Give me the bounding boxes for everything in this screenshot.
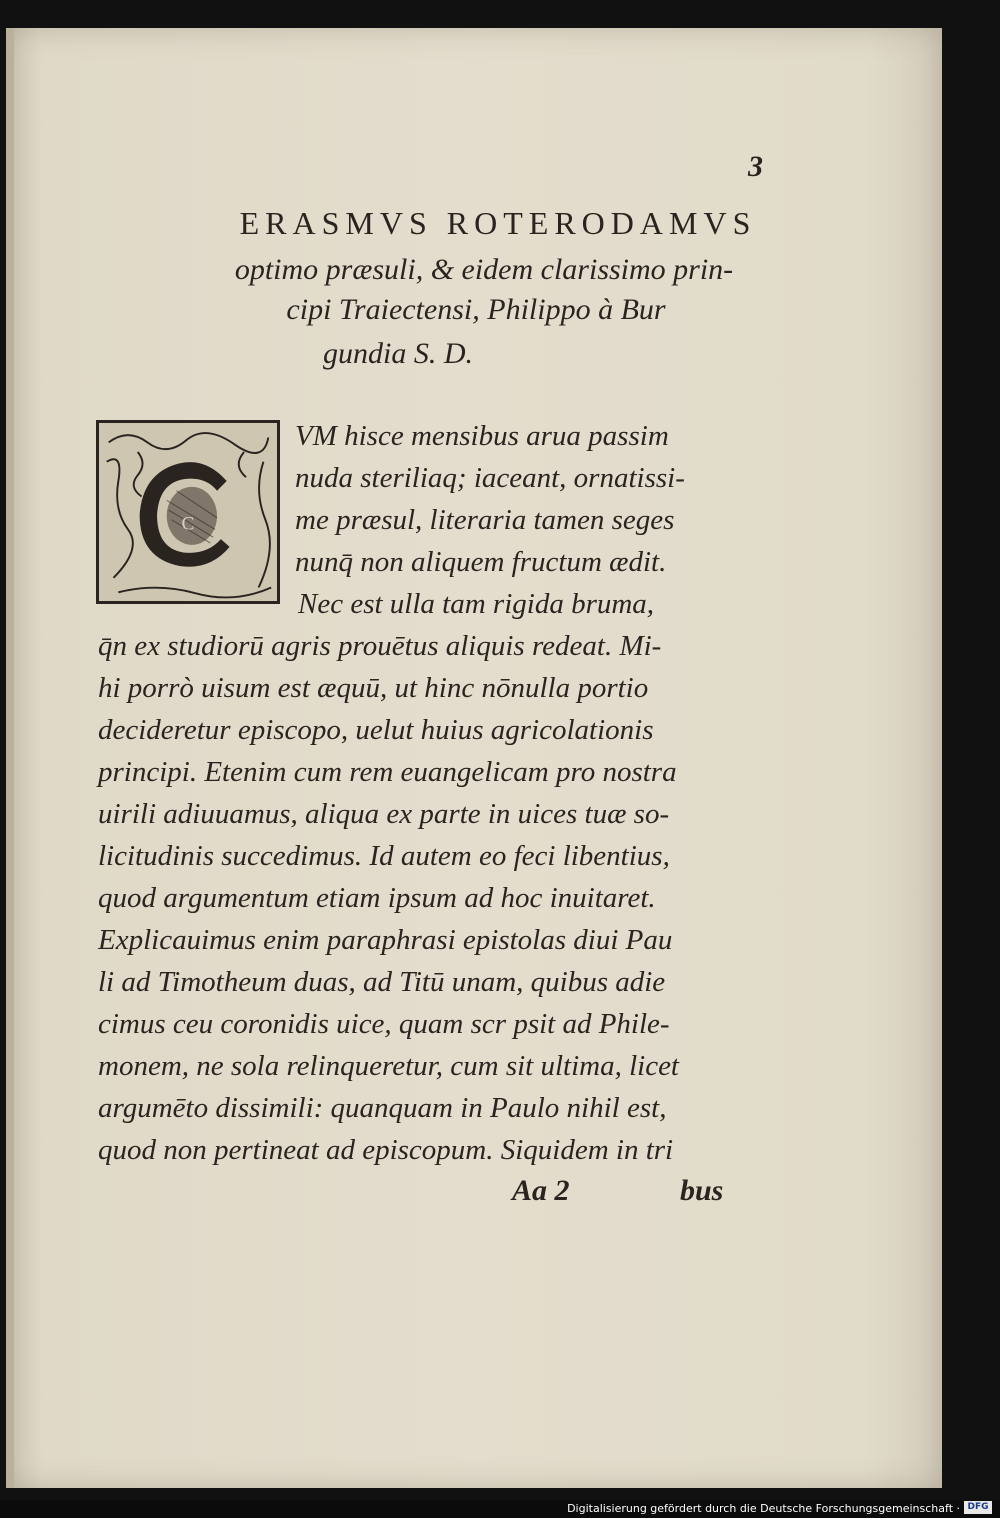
decorated-initial	[96, 420, 280, 604]
body-line: argumēto dissimili: quanquam in Paulo nihil est,	[98, 1092, 667, 1124]
catchword: bus	[680, 1174, 724, 1207]
body-line: Explicauimus enim paraphrasi epistolas diui Pau	[98, 924, 673, 956]
body-line: VM hisce mensibus arua passim	[295, 420, 669, 452]
heading-line-4: gundia S. D.	[323, 337, 473, 370]
body-line: quod argumentum etiam ipsum ad hoc inuitaret.	[98, 882, 656, 914]
heading-line-2: optimo præsuli, & eidem clarissimo prin-	[234, 253, 734, 286]
body-line: me præsul, literaria tamen seges	[295, 504, 675, 536]
initial-letter-glyph: C	[181, 513, 195, 535]
heading-author: ERASMVS ROTERODAMVS	[239, 205, 757, 241]
faded-running-head	[115, 148, 695, 168]
signature-mark: Aa 2	[512, 1174, 570, 1207]
body-line: uirili adiuuamus, aliqua ex parte in uices tuæ so-	[98, 798, 670, 830]
body-line: nunq̄ non aliquem fructum ædit.	[295, 546, 667, 578]
body-line: decideretur episcopo, uelut huius agricolationis	[98, 714, 654, 746]
body-line: licitudinis succedimus. Id autem eo feci libentius,	[98, 840, 670, 872]
body-line: quod non pertineat ad episcopum. Siquidem in tri	[98, 1134, 674, 1166]
body-line: monem, ne sola relinqueretur, cum sit ultima, licet	[98, 1050, 679, 1082]
page-spine-edge	[6, 28, 14, 1488]
body-line: Nec est ulla tam rigida bruma,	[298, 588, 655, 620]
folio-number: 3	[748, 150, 763, 183]
body-line: principi. Etenim cum rem euangelicam pro nostra	[98, 756, 677, 788]
body-line: hi porrò uisum est æquū, ut hinc nōnulla portio	[98, 672, 649, 704]
body-line: q̄n ex studiorū agris prouētus aliquis redeat. Mi-	[98, 630, 662, 662]
body-line: cimus ceu coronidis uice, quam scr psit ad Phile-	[98, 1008, 670, 1040]
woodcut-initial-image	[99, 423, 277, 601]
digitization-credit: Digitalisierung gefördert durch die Deutsche Forschungsgemeinschaft ·	[567, 1502, 960, 1515]
body-line: nuda steriliaq; iaceant, ornatissi-	[295, 462, 685, 494]
heading-line-3: cipi Traiectensi, Philippo à Bur	[286, 293, 666, 326]
dfg-logo: DFG	[964, 1501, 992, 1514]
body-line: li ad Timotheum duas, ad Titū unam, quibus adie	[98, 966, 666, 998]
